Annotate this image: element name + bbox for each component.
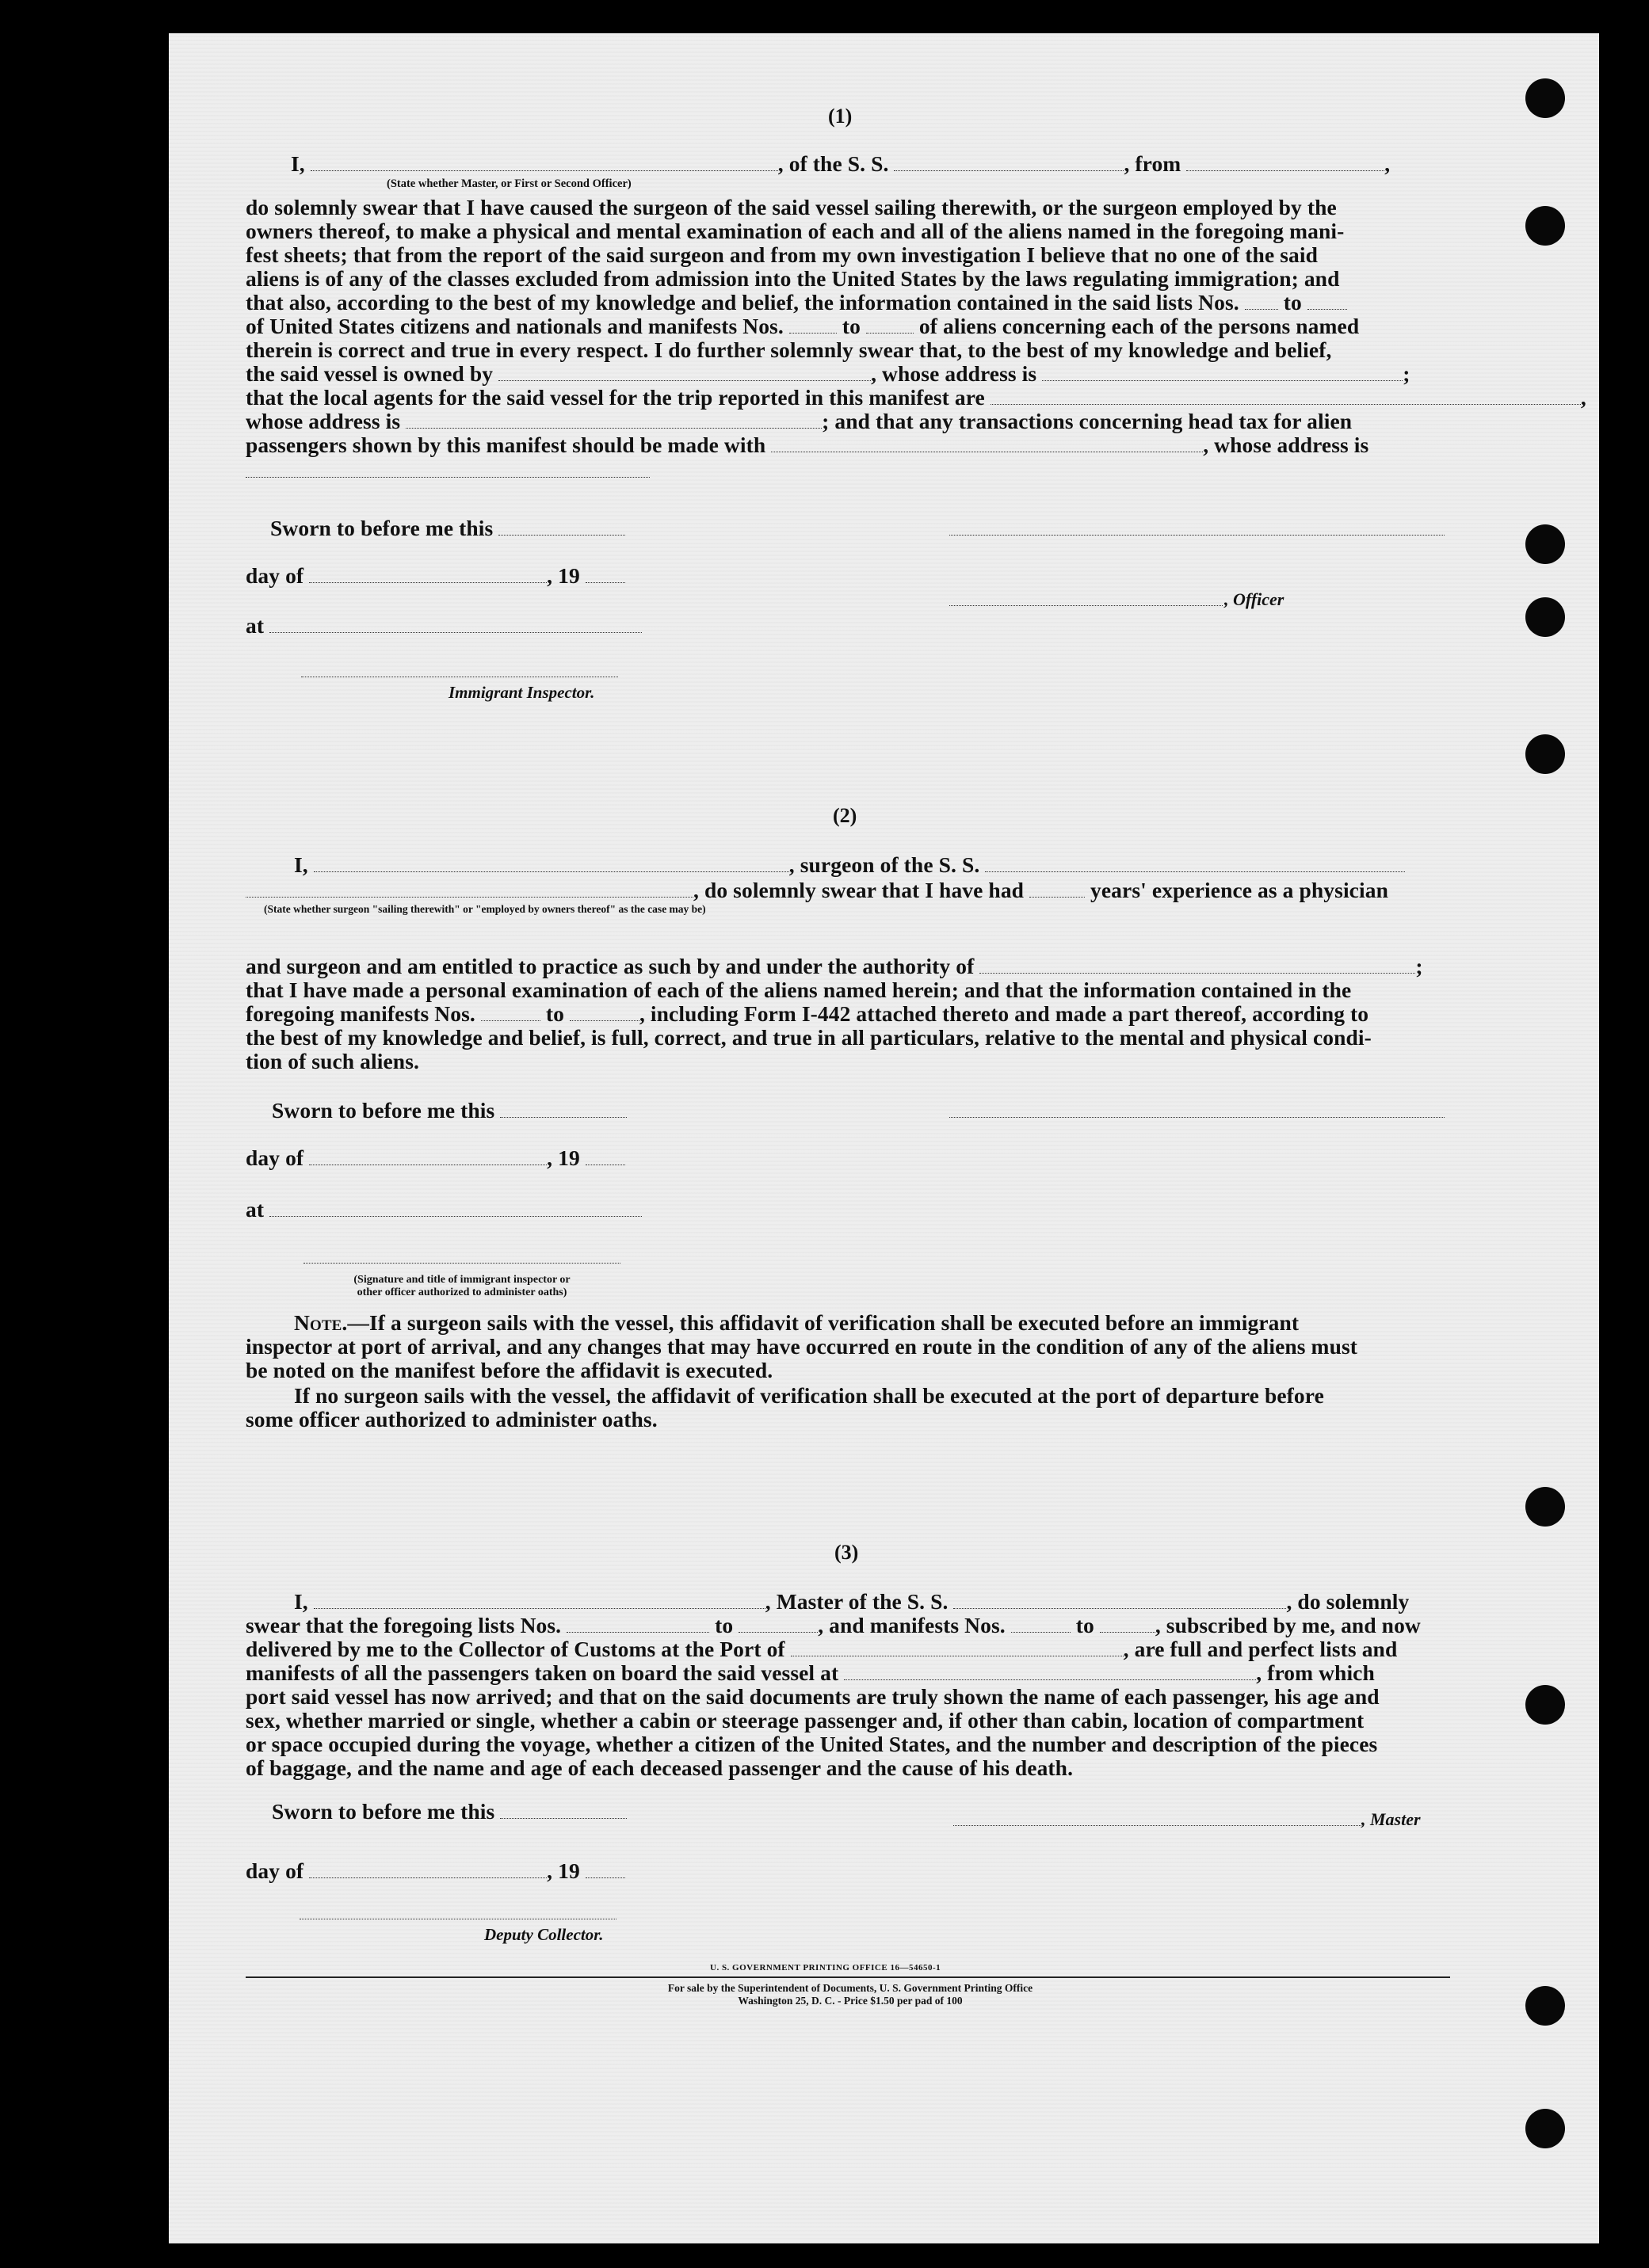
inspector-label: Immigrant Inspector. (449, 683, 595, 702)
punch-hole (1525, 78, 1565, 118)
master-label: , Master (1361, 1809, 1421, 1829)
head-tax-address-field[interactable] (246, 477, 650, 478)
punch-hole (1525, 1986, 1565, 2026)
list-to-field[interactable] (1307, 292, 1347, 310)
manifest-to-field[interactable] (570, 1003, 639, 1021)
officer-title-field[interactable] (949, 605, 1223, 606)
master-text: sex, whether married or single, whether a cabin or steerage passenger and, if other than cabin, location of compartment (246, 1708, 1365, 1732)
punch-hole (1525, 524, 1565, 564)
punch-hole (1525, 1487, 1565, 1527)
master-text: delivered by me to the Collector of Customs at the Port of , are full and perfect lists and (246, 1637, 1398, 1661)
vessel-field[interactable] (894, 153, 1124, 171)
sale-notice: For sale by the Superintendent of Documents, U. S. Government Printing Office Washington 25, D. C. - Price $1.50 per pad of 100 (667, 1982, 1033, 2007)
surgeon-note-text: inspector at port of arrival, and any changes that may have occurred en route in the condition of any of the aliens must (246, 1334, 1358, 1359)
agents-field[interactable] (991, 387, 1581, 405)
owner-field[interactable] (498, 363, 871, 381)
sworn-day-field[interactable] (500, 1100, 627, 1118)
manifest-to-field[interactable] (866, 315, 914, 334)
manifest-from-field[interactable] (1011, 1614, 1071, 1633)
surgeon-text: that I have made a personal examination of each of the aliens named herein; and that the information contained in the (246, 978, 1352, 1002)
year-field[interactable] (586, 565, 625, 583)
agents-address-field[interactable] (406, 410, 822, 429)
month-field[interactable] (309, 1860, 547, 1878)
section-number: (2) (833, 804, 857, 827)
month-field[interactable] (309, 1147, 547, 1165)
sworn-label: Sworn to before me this (272, 1099, 627, 1123)
years-experience-field[interactable] (1029, 879, 1085, 898)
at-place-field[interactable] (269, 1199, 642, 1217)
surgeon-vessel-field[interactable] (985, 854, 1405, 872)
manifest-from-field[interactable] (789, 315, 837, 334)
punch-hole (1525, 206, 1565, 246)
master-text: port said vessel has now arrived; and that on the said documents are truly shown the name of each passenger, his age and (246, 1684, 1380, 1709)
port-field[interactable] (791, 1638, 1124, 1656)
oath-text: that also, according to the best of my knowledge and belief, the information contained in the said lists Nos. to (246, 291, 1347, 314)
oath-text: do solemnly swear that I have caused the surgeon of the said vessel sailing therewith, or the surgeon employed by the (246, 195, 1337, 219)
master-oath-line: I, , of the S. S. , from , (291, 151, 1391, 176)
oath-text: therein is correct and true in every respect. I do further solemnly swear that, to the best of my knowledge and belief, (246, 337, 1332, 362)
surgeon-oath-line: I, , surgeon of the S. S. (294, 853, 1405, 877)
surgeon-note-text: be noted on the manifest before the affidavit is executed. (246, 1358, 773, 1382)
surgeon-text: foregoing manifests Nos. to , including Form I-442 attached thereto and made a part thereof, according to (246, 1001, 1369, 1026)
oath-text: fest sheets; that from the report of the said surgeon and from my own investigation I believe that no one of the said (246, 242, 1319, 267)
oath-text: whose address is ; and that any transactions concerning head tax for alien (246, 409, 1353, 433)
list-to-field[interactable] (739, 1614, 818, 1633)
surgeon-note-text: Note.—If a surgeon sails with the vessel, this affidavit of verification shall be executed before an immigrant (294, 1310, 1300, 1335)
punch-hole (1525, 1685, 1565, 1725)
boarding-port-field[interactable] (844, 1662, 1256, 1680)
master-text: swear that the foregoing lists Nos. to , and manifests Nos. to , subscribed by me, and now (246, 1613, 1421, 1637)
inspector-signature-field[interactable] (303, 1263, 620, 1264)
sworn-day-field[interactable] (500, 1801, 627, 1819)
master-text: or space occupied during the voyage, whether a citizen of the United States, and the number and description of the pieces (246, 1732, 1378, 1756)
surgeon-text: and surgeon and am entitled to practice as such by and under the authority of ; (246, 954, 1423, 978)
list-from-field[interactable] (567, 1614, 709, 1633)
authority-field[interactable] (979, 955, 1415, 974)
oath-text: aliens is of any of the classes excluded from admission into the United States by the laws regulating immigration; and (246, 266, 1340, 291)
punch-hole (1525, 2109, 1565, 2148)
master-oath-line: I, , Master of the S. S. , do solemnly (294, 1589, 1410, 1614)
surgeon-type-field[interactable] (246, 879, 693, 898)
surgeon-note: (State whether surgeon "sailing therewith" or "employed by owners thereof" as the case may be) (264, 903, 706, 915)
head-tax-agent-field[interactable] (771, 434, 1203, 452)
sworn-day-field[interactable] (498, 517, 625, 536)
at-place-field[interactable] (269, 615, 642, 633)
surgeon-name-field[interactable] (314, 854, 789, 872)
oath-text: that the local agents for the said vessel for the trip reported in this manifest are , (246, 385, 1586, 410)
surgeon-note-text: some officer authorized to administer oaths. (246, 1407, 658, 1431)
oath-text: passengers shown by this manifest should be made with , whose address is (246, 433, 1369, 457)
surgeon-note-text: If no surgeon sails with the vessel, the affidavit of verification shall be executed at the port of departure before (294, 1383, 1324, 1408)
master-signature-field[interactable] (953, 1825, 1361, 1826)
manifest-from-field[interactable] (481, 1003, 540, 1021)
month-field[interactable] (309, 565, 547, 583)
gpo-imprint: U. S. GOVERNMENT PRINTING OFFICE 16—54650-1 (710, 1963, 941, 1973)
master-text: manifests of all the passengers taken on board the said vessel at , from which (246, 1660, 1375, 1685)
at-label: at (246, 1198, 642, 1222)
surgeon-text: the best of my knowledge and belief, is full, correct, and true in all particulars, relative to the mental and physical condi- (246, 1025, 1372, 1050)
day-of-label: day of , 19 (246, 1859, 625, 1883)
officer-label: , Officer (1224, 589, 1284, 609)
section-number: (3) (834, 1541, 859, 1564)
sworn-label: Sworn to before me this (270, 516, 625, 540)
day-of-label: day of , 19 (246, 564, 625, 588)
signature-note: (Signature and title of immigrant inspector or other officer authorized to administer oaths) (353, 1274, 571, 1298)
list-from-field[interactable] (1245, 292, 1278, 310)
oath-text: owners thereof, to make a physical and mental examination of each and all of the aliens named in the foregoing mani- (246, 219, 1345, 243)
from-port-field[interactable] (1186, 153, 1384, 171)
section-number: (1) (828, 105, 853, 128)
master-text: of baggage, and the name and age of each deceased passenger and the cause of his death. (246, 1755, 1074, 1780)
punch-hole (1525, 734, 1565, 774)
form-sheet (169, 33, 1599, 2243)
surgeon-text: tion of such aliens. (246, 1049, 419, 1073)
officer-signature-field[interactable] (949, 535, 1445, 536)
master-name-field[interactable] (314, 1591, 765, 1609)
master-vessel-field[interactable] (953, 1591, 1286, 1609)
day-of-label: day of , 19 (246, 1146, 625, 1170)
surgeon-oath-line: , do solemnly swear that I have had years' experience as a physician (246, 879, 1388, 902)
year-field[interactable] (586, 1147, 625, 1165)
oath-text: of United States citizens and nationals and manifests Nos. to of aliens concerning each of the persons named (246, 314, 1360, 338)
punch-hole (1525, 597, 1565, 637)
manifest-to-field[interactable] (1100, 1614, 1155, 1633)
officer-field[interactable] (311, 153, 778, 171)
sworn-label: Sworn to before me this (272, 1800, 627, 1824)
at-label: at (246, 614, 642, 638)
owner-address-field[interactable] (1042, 363, 1403, 381)
oath-text: the said vessel is owned by , whose address is ; (246, 361, 1410, 386)
officer-note: (State whether Master, or First or Second Officer) (387, 177, 632, 190)
collector-label: Deputy Collector. (484, 1925, 604, 1944)
footer-rule (246, 1976, 1450, 1978)
surgeon-signature-field[interactable] (949, 1117, 1445, 1118)
year-field[interactable] (586, 1860, 625, 1878)
